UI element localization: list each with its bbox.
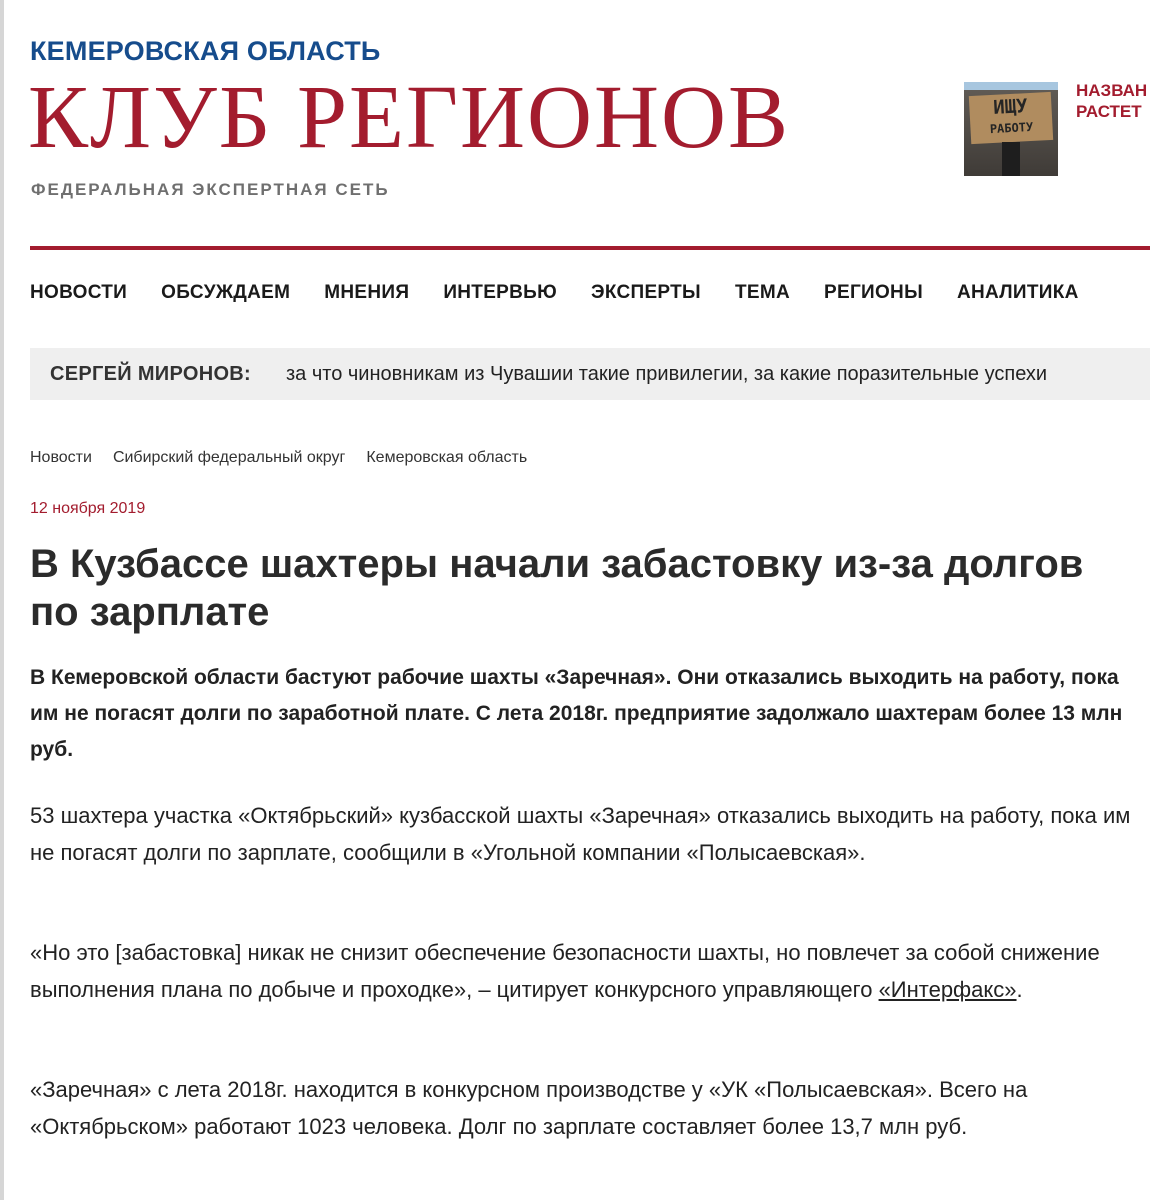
nav-item-mneniya[interactable]: МНЕНИЯ <box>324 282 410 303</box>
breadcrumb-item-kemerovo-region[interactable]: Кемеровская область <box>366 449 528 466</box>
main-nav <box>30 280 1150 306</box>
article-title: В Кузбассе шахтеры начали забастовку из-за долгов по зарплате <box>30 542 1084 634</box>
site-tagline: ФЕДЕРАЛЬНАЯ ЭКСПЕРТНАЯ СЕТЬ <box>31 180 390 199</box>
breadcrumb <box>30 446 548 470</box>
nav-item-tema[interactable]: ТЕМА <box>734 282 790 303</box>
interfax-link[interactable]: «Интерфакс» <box>878 977 1017 1002</box>
region-title[interactable]: КЕМЕРОВСКАЯ ОБЛАСТЬ <box>30 36 381 66</box>
nav-item-novosti[interactable]: НОВОСТИ <box>30 282 128 303</box>
page-left-border <box>0 0 4 1200</box>
promo-person <box>1002 142 1020 176</box>
header-divider <box>30 246 1150 250</box>
article-lead: В Кемеровской области бастуют рабочие шахты «Заречная». Они отказались выходить на работу, пока им не погасят долги по заработной плате. С лета 2018г. предприятие задолжало шахтерам более 13 млн руб. <box>30 666 1123 761</box>
quote-text[interactable]: за что чиновникам из Чувашии такие привилегии, за какие поразительные успехи <box>286 363 1048 385</box>
paragraph-text-end: . <box>1016 977 1023 1002</box>
promo-sign-line1: ИЩУ <box>992 95 1029 119</box>
quote-ticker[interactable] <box>30 348 1150 400</box>
breadcrumb-item-siberian-district[interactable]: Сибирский федеральный округ <box>112 449 346 466</box>
breadcrumb-item-news[interactable]: Новости <box>30 449 92 466</box>
promo-sign <box>969 92 1053 144</box>
promo-headline[interactable] <box>1076 80 1150 122</box>
promo-image[interactable] <box>964 82 1058 176</box>
promo-headline-line1: НАЗВАН <box>1076 81 1148 100</box>
promo-headline-line2: РАСТЕТ <box>1076 102 1142 121</box>
nav-item-obsuzhdaem[interactable]: ОБСУЖДАЕМ <box>161 282 291 303</box>
nav-item-regiony[interactable]: РЕГИОНЫ <box>824 282 923 303</box>
article-paragraph-with-link <box>30 934 1140 1008</box>
article-paragraph: «Заречная» с лета 2018г. находится в конкурсном производстве у «УК «Полысаевская». Всего на «Октябрьском» работают 1023 человека. Долг по зарплате составляет более 13,7 млн руб. <box>30 1077 1028 1139</box>
nav-item-analitika[interactable]: АНАЛИТИКА <box>956 282 1079 303</box>
site-logo[interactable]: КЛУБ РЕГИОНОВ <box>28 68 791 167</box>
paragraph-text: «Но это [забастовка] никак не снизит обеспечение безопасности шахты, но повлечет за собой снижение выполнения плана по добыче и проходке», – цитирует конкурсного управляющего <box>30 940 1100 1002</box>
promo-sign-line2: РАБОТУ <box>989 119 1034 137</box>
nav-item-eksperty[interactable]: ЭКСПЕРТЫ <box>591 282 701 303</box>
article-date: 12 ноября 2019 <box>30 500 146 517</box>
article-paragraph: 53 шахтера участка «Октябрьский» кузбасской шахты «Заречная» отказались выходить на работу, пока им не погасят долги по зарплате, сообщили в «Угольной компании «Полысаевская». <box>30 803 1131 865</box>
nav-item-intervyu[interactable]: ИНТЕРВЬЮ <box>443 282 558 303</box>
quote-author: СЕРГЕЙ МИРОНОВ: <box>50 363 252 385</box>
